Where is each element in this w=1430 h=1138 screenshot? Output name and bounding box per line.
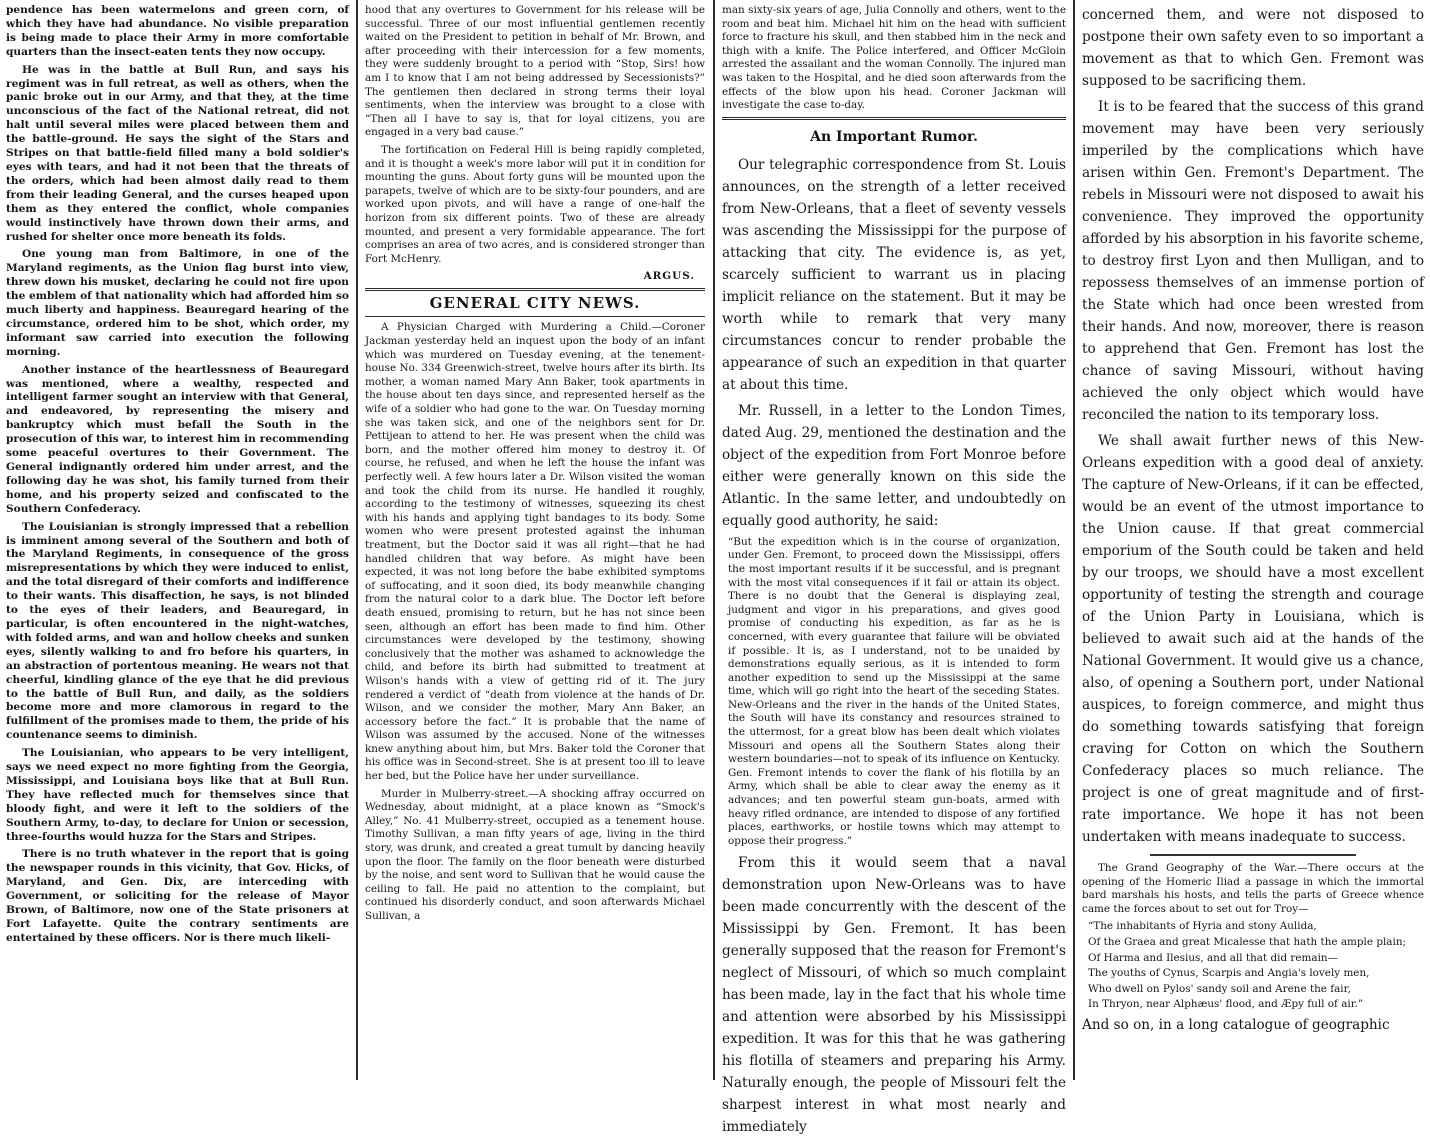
divider: [365, 288, 705, 291]
paragraph: man sixty-six years of age, Julia Connolly and others, went to the room and beat him. Michael hit him on the head with sufficient force to fracture his skull, and then stabbed him in the neck and thigh with a knife. The Police interfered, and Officer McGloin arrested the assailant and the woman Connolly. The injured man was taken to the Hospital, and he died soon afterwards from the effects of the blow upon his head. Coroner Jackman will investigate the case to-day.: [722, 4, 1066, 112]
paragraph: We shall await further news of this New-Orleans expedition with a good deal of anxiety. The capture of New-Orleans, if it can be effected, would be an event of the utmost importance to the Union cause. If that great commercial emporium of the South could be taken and held by our troops, we should have a most excellent opportunity of testing the strength and courage of the Union Party in Louisiana, which is believed to await such aid at the hands of the National Government. It would give us a chance, also, of opening a Southern port, under National auspices, to foreign commerce, and might thus do something towards satisfying that foreign craving for Cotton on which the Southern Confederacy places so much reliance. The project is one of great magnitude and of first-rate importance. We hope it has not been undertaken with means inadequate to success.: [1082, 433, 1424, 845]
paragraph: A Physician Charged with Murdering a Child.—Coroner Jackman yesterday held an inquest upon the body of an infant which was murdered on Tuesday evening, at the tenement-house No. 334 Greenwich-street, twelve hours after its birth. Its mother, a woman named Mary Ann Baker, took apartments in the house about ten days since, and represented herself as the wife of a soldier who had gone to the war. On Tuesday morning she was taken sick, and one of the neighbors sent for Dr. Pettijean to attend to her. He was present when the child was born, and the mother offered him money to destroy it. Of course, he refused, and when he left the house the infant was perfectly well. A few hours later a Dr. Wilson visited the woman and took the child from its nurse. He handled it roughly, according to the testimony of witnesses, squeezing its chest with his hands and applying tight bandages to its body. Some women who were present protested against the inhuman treatment, but the Doctor said it was all right—that he had handled children that way before. As might have been expected, it was not long before the babe exhibited symptoms of suffocating, and it soon died, its body meanwhile changing from the natural color to a dark blue. The Doctor left before death ensued, promising to return, but he has not since been seen, although an effort has been made to find him. Other circumstances were developed by the testimony, showing conclusively that the mother was ashamed to acknowledge the child, and before its birth had submitted to treatment at Wilson's hands with a view of getting rid of it. The jury rendered a verdict of “death from violence at the hands of Dr. Wilson, and we consider the mother, Mary Ann Baker, an accessory before the fact.” It is probable that the name of Wilson was assumed by the accused. None of the witnesses knew anything about him, but Mrs. Baker told the Coroner that his office was in Second-street. She is at present too ill to leave her bed, but the Police have her under surveillance.: [365, 321, 705, 783]
block-quote: “But the expedition which is in the course of organization, under Gen. Fremont, to proceed down the Mississippi, offers the most important results if it be successful, and is pregnant with the most vital consequences if it fail or attain its object. There is no doubt that the General is displaying zeal, judgment and vigor in his preparations, and gives good promise of conducting his expedition, as far as he is concerned, with every guarantee that failure will be obviated if possible. It is, as I understand, not to be unaided by demonstrations equally serious, as it is intended to form another expedition to send up the Mississippi at the same time, which will go right into the heart of the seceding States. New-Orleans and the river in the hands of the United States, the South will have its constancy and resources strained to the uttermost, for a great blow has been dealt which violates Missouri and opens all the Southern States along their western boundaries—not to speak of its influence on Kentucky. Gen. Fremont intends to cover the flank of his flotilla by an Army, which shall be able to clear away the enemy as it advances; and ten powerful steam gun-boats, armed with heavy rifled ordnance, are intended to dispose of any fortified places, earthworks, or hostile towns which may attempt to oppose their progress.”: [728, 535, 1060, 847]
paragraph: Our telegraphic correspondence from St. Louis announces, on the strength of a letter received from New-Orleans, that a fleet of seventy vessels was ascending the Mississippi for the purpose of attacking that city. The evidence is, as yet, scarcely sufficient to warrant us in placing implicit reliance on the statement. But it may be worth while to remark that very many circumstances concur to render probable the appearance of such an expedition in that quarter at about this time.: [722, 156, 1066, 393]
article-heading: An Important Rumor.: [810, 128, 978, 145]
verse-line: “The inhabitants of Hyria and stony Aulida,: [1088, 920, 1317, 933]
paragraph: There is no truth whatever in the report that is going the newspaper rounds in this vicinity, that Gov. Hicks, of Maryland, and Gen. Dix, are interceding with Government, or soliciting for the release of Mayor Brown, of Baltimore, now one of the State prisoners at Fort Lafayette. Quite the contrary sentiments are entertained by these officers. Nor is there much likeli-: [6, 848, 349, 944]
verse-line: The youths of Cynus, Scarpis and Angia's lovely men,: [1088, 967, 1370, 980]
column-4: [1076, 0, 1430, 1080]
divider: [722, 117, 1066, 120]
divider: [365, 316, 705, 317]
divider: [1150, 854, 1355, 856]
column-3: [716, 0, 1072, 1136]
paragraph: concerned them, and were not disposed to postpone their own safety even to so important a movement as that to which Gen. Fremont was supposed to be sacrificing them.: [1082, 7, 1424, 89]
paragraph: The Grand Geography of the War.—There occurs at the opening of the Homeric Iliad a passage in which the immortal bard marshals his hosts, and tells the parts of Greece whence came the forces about to set out for Troy—: [1082, 862, 1424, 915]
paragraph: The Louisianian, who appears to be very intelligent, says we need expect no more fighting from the Georgia, Mississippi, and Louisiana boys like that at Bull Run. They have reflected much for themselves since that bloody fight, and were it left to the soldiers of the Southern Army, to-day, to declare for Union or secession, three-fourths would huzza for the Stars and Stripes.: [6, 747, 349, 843]
column-rule: [713, 0, 715, 1080]
paragraph: Murder in Mulberry-street.—A shocking affray occurred on Wednesday, about midnight, at a place known as “Smock's Alley,” No. 41 Mulberry-street, occupied as a tenement house. Timothy Sullivan, a man fifty years of age, living in the third story, was drunk, and created a great tumult by dancing heavily upon the floor. The family on the floor beneath were disturbed by the noise, and sent word to Sullivan that he would cause the ceiling to fall. He paid no attention to the complaint, but continued his disorderly conduct, and soon afterwards Michael Sullivan, a: [365, 787, 705, 922]
paragraph: Mr. Russell, in a letter to the London Times, dated Aug. 29, mentioned the destination and the object of the expedition from Fort Monroe before either were generally known on this side the Atlantic. In the same letter, and undoubtedly on equally good authority, he said:: [722, 402, 1066, 529]
column-rule: [356, 0, 358, 1080]
column-2: [359, 0, 711, 1080]
verse-line: In Thryon, near Alphæus' flood, and Æpy full of air.”: [1088, 998, 1364, 1011]
signature: ARGUS.: [643, 270, 695, 283]
paragraph: From this it would seem that a naval demonstration upon New-Orleans was to have been made concurrently with the descent of the Mississippi by Gen. Fremont. It has been generally supposed that the reason for Fremont's neglect of Missouri, of which so much complaint has been made, lay in the fact that his whole time and attention were absorbed by his Mississippi expedition. It was for this that he was gathering his flotilla of steamers and preparing his Army. Naturally enough, the people of Missouri felt the sharpest interest in what most nearly and immediately: [722, 855, 1066, 1136]
verse-line: Who dwell on Pylos' sandy soil and Arene the fair,: [1088, 982, 1351, 995]
paragraph: It is to be feared that the success of this grand movement may have been very seriously imperiled by the complications which have arisen within Gen. Fremont's Department. The rebels in Missouri were not disposed to await his convenience. They improved the opportunity afforded by his absorption in his favorite scheme, to destroy first Lyon and then Mulligan, and to repossess themselves of an immense portion of the State which had once been wrested from their hands. And now, moreover, there is reason to apprehend that Gen. Fremont has lost the chance of saving Missouri, without having achieved the only object which would have reconciled the nation to its temporary loss.: [1082, 99, 1424, 423]
paragraph: The fortification on Federal Hill is being rapidly completed, and it is thought a week's more labor will put it in condition for mounting the guns. About forty guns will be mounted upon the parapets, twelve of which are to be sixty-four pounders, and are worked upon pivots, and will have a range of one-half the horizon from six different points. Two of these are already mounted, and present a very formidable appearance. The fort comprises an area of two acres, and is considered stronger than Fort McHenry.: [365, 143, 705, 265]
verse-line: Of the Graea and great Micalesse that hath the ample plain;: [1088, 935, 1407, 948]
paragraph: pendence has been watermelons and green corn, of which they have had abundance. No visible preparation is being made to place their Army in more comfortable quarters than the insect-eaten tents they now occupy.: [6, 4, 349, 58]
paragraph: The Louisianian is strongly impressed that a rebellion is imminent among several of the Southern and both of the Maryland Regiments, in consequence of the gross misrepresentations by which they were induced to enlist, and the total disregard of their comforts and indifference to their wants. This disaffection, he says, is not blinded to the eyes of their leaders, and Beauregard, in particular, is often encountered in the night-watches, with folded arms, and wan and hollow cheeks and sunken eyes, silently walking to and fro before his quarters, in an abstraction of portentous meaning. He wears not that cheerful, kindling glance of the eye that he did previous to the battle of Bull Run, and daily, as the soldiers become more and more clamorous in regard to the fulfillment of the promises made to them, the pride of his countenance seems to diminish.: [6, 520, 349, 742]
paragraph: hood that any overtures to Government for his release will be successful. Three of our most influential gentlemen recently waited on the President to petition in behalf of Mr. Brown, and after proceeding with their intercession for a few moments, they were suddenly brought to a period with “Stop, Sirs! how am I to know that I am not being addressed by Secessionists?” The gentlemen then declared in strong terms their loyal sentiments, when the interview was brought to a close with “Then all I have to say is, that for loyal citizens, you are engaged in a very bad cause.”: [365, 4, 705, 139]
column-1: [0, 0, 355, 1080]
verse-line: Of Harma and Ilesius, and all that did remain—: [1088, 951, 1338, 964]
paragraph: Another instance of the heartlessness of Beauregard was mentioned, where a wealthy, respected and intelligent farmer sought an interview with that General, and endeavored, by representing the misery and bankruptcy which must befall the South in the prosecution of this war, to interest him in recommending some peaceful overtures to their Government. The General indignantly ordered him under arrest, and the following day he was shot, his family turned from their home, and his property seized and confiscated to the Southern Confederacy.: [6, 363, 349, 515]
paragraph: He was in the battle at Bull Run, and says his regiment was in full retreat, as well as others, when the panic broke out in our Army, and that they, at the time unconscious of the fact of the National retreat, did not halt until several miles were placed between them and the battle-ground. He says the sight of the Stars and Stripes on that battle-field filled many a bold soldier's eyes with tears, and had it not been that the threats of the orders, which had been almost daily read to them from their leading General, and the curses heaped upon them as they entered the conflict, whole companies would instinctively have thrown down their arms, and rushed for shelter once more beneath its folds.: [6, 63, 349, 243]
paragraph: And so on, in a long catalogue of geographic: [1082, 1016, 1390, 1033]
column-rule: [1073, 0, 1075, 1080]
paragraph: One young man from Baltimore, in one of the Maryland regiments, as the Union flag burst into view, threw down his musket, declaring he could not fire upon the emblem of that nationality which had afforded him so much liberty and happiness. Beauregard hearing of the circumstance, ordered him to be shot, which order, my informant saw carried into execution the following morning.: [6, 248, 349, 358]
section-heading: GENERAL CITY NEWS.: [429, 293, 641, 312]
